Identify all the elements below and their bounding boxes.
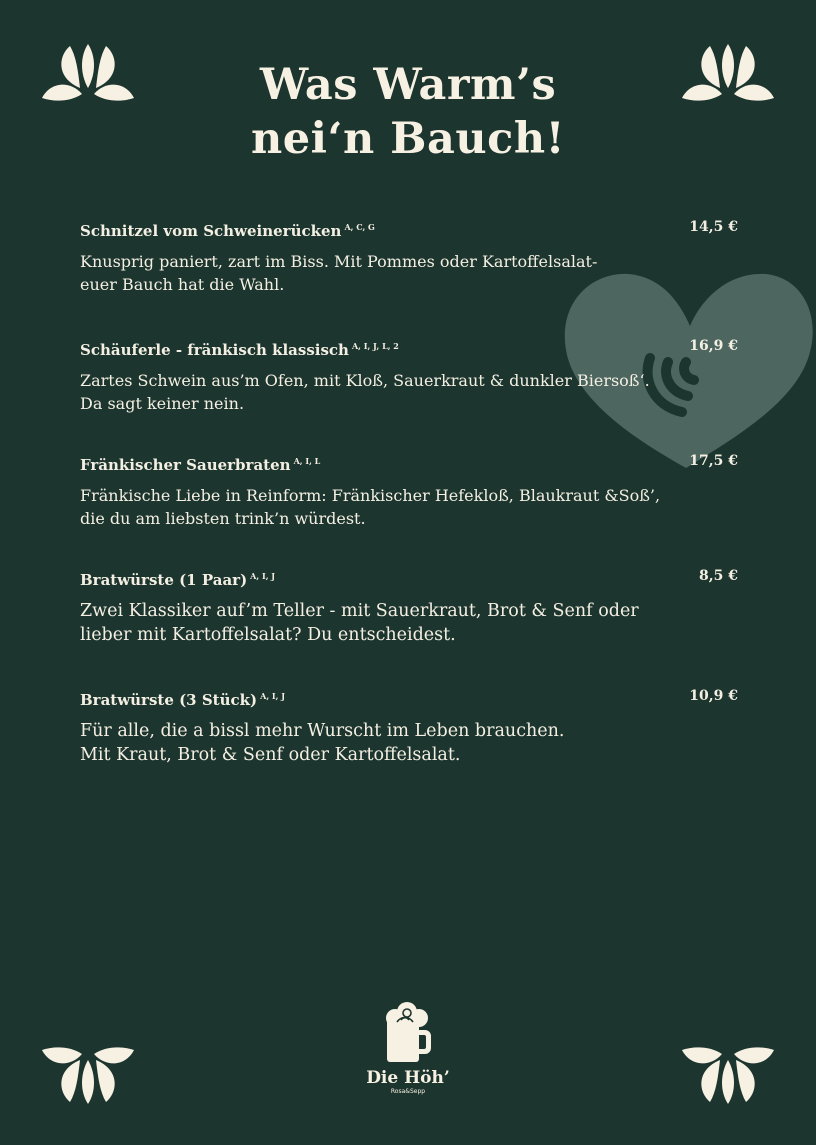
menu-item-description: Für alle, die a bissl mehr Wurscht im Leben brauchen. Mit Kraut, Brot & Senf oder Kartoffelsalat. [80, 721, 565, 765]
menu-item-name: Bratwürste (3 Stück) $^{A, I, J}$ [80, 691, 286, 709]
menu-item [80, 448, 738, 530]
allergen-codes: A, I, J [250, 571, 276, 581]
menu-item-name: Bratwürste (1 Paar) $^{A, I, J}$ [80, 571, 276, 589]
allergen-codes: A, I, J [260, 691, 286, 701]
allergen-codes: A, I, J, L, 2 [351, 341, 399, 351]
title-line-2: nei‘n Bauch! [251, 114, 565, 164]
menu-item-price: 14,5 € [689, 219, 738, 235]
logo-subtitle: Rosa&Sepp [390, 1088, 426, 1095]
menu-item-name: Schäuferle - fränkisch klassisch $^{A, I, J, L, 2}$ [80, 341, 399, 359]
menu-item [80, 214, 738, 296]
page-title [0, 58, 816, 166]
menu-item [80, 563, 738, 647]
brand-logo [358, 1002, 458, 1106]
menu-item-price: 17,5 € [689, 453, 738, 469]
menu-item-price: 16,9 € [689, 338, 738, 354]
leaf-cluster-icon [40, 1044, 136, 1108]
menu-item-description: Zwei Klassiker auf’m Teller - mit Sauerkraut, Brot & Senf oder lieber mit Kartoffelsalat? Du entscheidest. [80, 601, 639, 645]
menu-item-price: 8,5 € [699, 568, 738, 584]
menu-item [80, 333, 738, 415]
allergen-codes: A, C, G [344, 222, 375, 232]
logo-wordmark: Die Höh’ [366, 1068, 450, 1088]
title-line-1: Was Warm’s [259, 60, 557, 110]
menu-item-description: Fränkische Liebe in Reinform: Fränkischer Hefekloß, Blaukraut &Soß’, die du am liebsten trink’n würdest. [80, 486, 661, 528]
beer-mug-icon [383, 1002, 433, 1066]
menu-item [80, 683, 738, 767]
menu-item-name: Schnitzel vom Schweinerücken $^{A, C, G}$ [80, 222, 375, 240]
allergen-codes: A, I, L [293, 456, 321, 466]
menu-item-name: Fränkischer Sauerbraten $^{A, I, L}$ [80, 456, 321, 474]
menu-item-price: 10,9 € [689, 688, 738, 704]
menu-item-description: Knusprig paniert, zart im Biss. Mit Pommes oder Kartoffelsalat- euer Bauch hat die Wahl. [80, 252, 598, 294]
leaf-cluster-icon [680, 1044, 776, 1108]
menu-item-description: Zartes Schwein aus’m Ofen, mit Kloß, Sauerkraut & dunkler Biersoß‘. Da sagt keiner nein. [80, 371, 650, 413]
